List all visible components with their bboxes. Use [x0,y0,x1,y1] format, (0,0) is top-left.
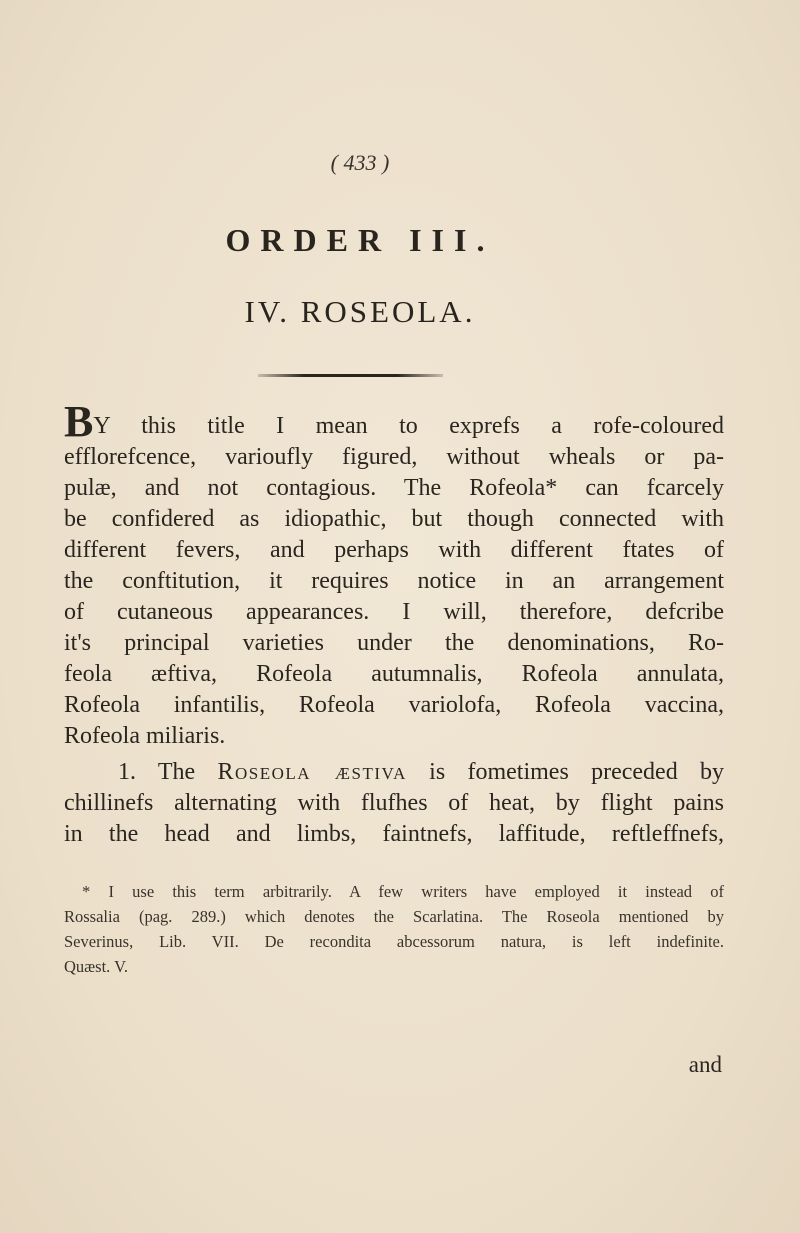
paragraph-line: efflorefcence, varioufly figured, without wheals or pa- [64,444,724,470]
footnote-line: * I use this term arbitrarily. A few writers have employed it instead of [82,882,724,901]
paragraph-line: pulæ, and not contagious. The Rofeola* can fcarcely [64,475,724,501]
paragraph-line: 1. The Roseola æstiva is fometimes preceded by [64,757,724,788]
paragraph-line: it's principal varieties under the denominations, Ro- [64,630,724,656]
term-roseola-aestiva: Roseola æstiva [217,759,407,785]
footnote [64,879,724,979]
paragraph-roseola-aestiva [64,757,724,850]
footnote-line: Severinus, Lib. VII. De recondita abcessorum natura, is left indefinite. [64,932,724,951]
paragraph-line: in the head and limbs, faintnefs, laffitude, reftleffnefs, [64,821,724,847]
paragraph-line: Rofeola infantilis, Rofeola variolofa, Rofeola vaccina, [64,692,724,718]
catchword: and [688,1052,722,1077]
paragraph-line: be confidered as idiopathic, but though connected with [64,506,724,532]
paragraph-line: BY this title I mean to exprefs a rofe-coloured [64,397,724,446]
paragraph-line: the conftitution, it requires notice in an arrangement [64,568,724,594]
section-number: 1. [118,759,136,785]
paragraph-line: Rofeola miliaris. [64,723,226,749]
footnote-line: Rossalia (pag. 289.) which denotes the Scarlatina. The Roseola mentioned by [64,907,724,926]
ornamental-rule [258,374,443,377]
footnote-line: Quæst. V. [64,957,129,976]
paragraph-line: of cutaneous appearances. I will, therefore, defcribe [64,599,724,625]
paragraph-line: chillinefs alternating with flufhes of heat, by flight pains [64,790,724,816]
section-heading: IV. ROSEOLA. [244,294,476,329]
page-number: ( 433 ) [330,150,390,175]
drop-cap: B [64,397,94,446]
paragraph-line: different fevers, and perhaps with different ftates of [64,537,724,563]
order-heading: ORDER III. [225,222,495,258]
paragraph-line: feola æftiva, Rofeola autumnalis, Rofeola annulata, [64,661,724,687]
paragraph-intro [64,397,724,752]
